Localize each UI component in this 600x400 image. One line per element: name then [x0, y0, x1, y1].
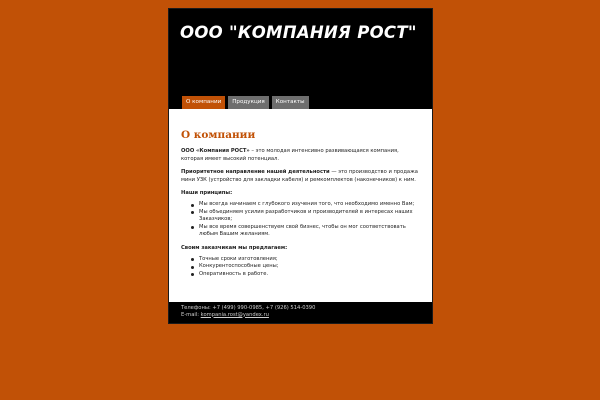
- principles-list: [181, 201, 421, 239]
- nav-tab-about[interactable]: О компании: [182, 96, 225, 109]
- direction-paragraph: [181, 168, 421, 184]
- list-item-text: Мы объединяем усилия разработчиков и производителей в интересах наших Заказчиков;: [199, 208, 413, 222]
- site-footer: [169, 302, 432, 323]
- list-item: [181, 271, 421, 279]
- bullet-icon: [191, 211, 194, 214]
- main-content: [169, 109, 432, 278]
- offer-list: [181, 256, 421, 279]
- list-item-text: Конкурентоспособные цены;: [199, 263, 279, 269]
- list-item: [181, 224, 421, 239]
- intro-text: – это молодая интенсивно развивающаяся компания, которая имеет высокий потенциал.: [181, 148, 399, 162]
- direction-heading: Приоритетное направление нашей деятельности: [181, 169, 330, 175]
- footer-phones: Телефоны: +7 (499) 990-0985, +7 (926) 514-0390: [181, 305, 316, 311]
- list-item-text: Оперативность в работе.: [199, 270, 269, 277]
- bullet-icon: [191, 266, 194, 269]
- intro-paragraph: [181, 147, 421, 163]
- list-item-text: Точные сроки изготовления;: [199, 255, 278, 262]
- bullet-icon: [191, 226, 194, 229]
- footer-email-label: E-mail:: [181, 311, 201, 318]
- site-title: ООО "КОМПАНИЯ РОСТ": [180, 23, 417, 42]
- nav-tab-contacts[interactable]: Контакты: [272, 96, 309, 109]
- offer-heading: Своим заказчикам мы предлагаем:: [181, 244, 288, 251]
- list-item-text: Мы всегда начинаем с глубокого изучения того, что необходимо именно Вам;: [199, 201, 415, 207]
- footer-email-line: [181, 312, 432, 319]
- list-item: [181, 256, 421, 264]
- site-header: [169, 9, 432, 109]
- bullet-icon: [191, 258, 194, 261]
- page-title: О компании: [181, 129, 256, 141]
- list-item: [181, 263, 421, 271]
- list-item: [181, 209, 421, 224]
- main-nav: [182, 96, 309, 109]
- nav-tab-products[interactable]: Продукция: [228, 96, 269, 109]
- page-container: [168, 8, 433, 324]
- email-link[interactable]: kompania.rost@yandex.ru: [200, 311, 269, 318]
- principles-heading: Наши принципы:: [181, 190, 233, 196]
- bullet-icon: [191, 204, 194, 207]
- bullet-icon: [191, 273, 194, 276]
- list-item: [181, 201, 421, 209]
- direction-text: — это производство и продажа мини УЗК (устройство для закладки кабеля) и ремкомплектов (наконечников) к ним.: [181, 169, 418, 183]
- list-item-text: Мы все время совершенствуем свой бизнес, чтобы он мог соответствовать любым Вашим желаниям.: [199, 223, 406, 237]
- intro-company-name: ООО «Компания РОСТ»: [181, 148, 250, 154]
